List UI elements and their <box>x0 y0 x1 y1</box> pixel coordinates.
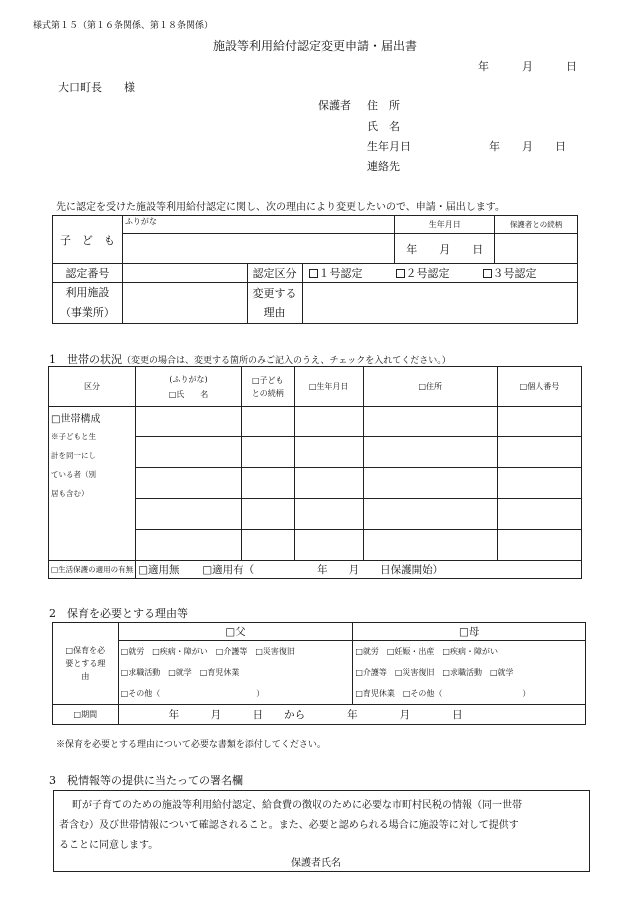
mother-reasons-row1[interactable]: □就労 □妊娠・出産 □疾病・障がい <box>353 641 586 662</box>
member-cell[interactable] <box>294 530 363 561</box>
care-reason-table <box>52 622 586 725</box>
period-label[interactable]: □期間 <box>53 705 119 725</box>
guardian-contact-label: 連絡先 <box>367 160 400 173</box>
cert-type-3-checkbox[interactable]: ３号認定 <box>483 267 537 280</box>
child-birth-date: 年 月 日 <box>406 242 484 256</box>
section2-footnote: ※保育を必要とする理由について必要な書類を添付してください。 <box>56 740 326 750</box>
member-cell[interactable] <box>363 468 497 499</box>
member-cell[interactable] <box>497 530 581 561</box>
guardian-birth-date: 年 月 日 <box>489 140 566 153</box>
guardian-birth-label: 生年月日 <box>367 140 411 153</box>
cert-type-options <box>302 264 577 283</box>
signature-label[interactable]: 保護者氏名 <box>291 858 341 869</box>
date-line: 年 月 日 <box>478 60 577 73</box>
cert-type-2-checkbox[interactable]: ２号認定 <box>396 267 450 280</box>
member-cell[interactable] <box>294 407 363 437</box>
welfare-label[interactable]: □生活保護の適用の有無 <box>49 561 136 579</box>
signature-box <box>53 790 590 872</box>
cert-no-field[interactable] <box>122 264 247 283</box>
child-birth-field[interactable] <box>395 234 495 264</box>
cert-type-label: 認定区分 <box>247 264 302 283</box>
welfare-yes-checkbox[interactable]: □適用有（ 年 月 日保護開始） <box>202 564 444 576</box>
welfare-none-checkbox[interactable]: □適用無 <box>138 564 180 576</box>
period-field[interactable]: 年 月 日 から 年 月 日 <box>118 705 585 725</box>
cert-type-1-checkbox[interactable]: １号認定 <box>309 267 363 280</box>
member-cell[interactable] <box>497 407 581 437</box>
father-reasons-row1[interactable]: □就労 □疾病・障がい □介護等 □災害復旧 <box>118 641 353 662</box>
member-cell[interactable] <box>497 468 581 499</box>
father-reasons-row2[interactable]: □求職活動 □就学 □育児休業 <box>118 662 353 683</box>
member-cell[interactable] <box>241 407 294 437</box>
member-cell[interactable] <box>136 407 242 437</box>
consent-line-1: 町が子育てのための施設等利用給付認定、給食費の徴収のために必要な市町村民税の情報（同一世帯 <box>72 800 522 811</box>
guardian-label: 保護者 <box>318 99 351 112</box>
member-cell[interactable] <box>136 530 242 561</box>
member-cell[interactable] <box>136 437 242 468</box>
child-table <box>52 215 578 324</box>
father-reasons-row3[interactable]: □その他（ ） <box>118 683 353 705</box>
member-cell[interactable] <box>136 499 242 530</box>
member-cell[interactable] <box>294 468 363 499</box>
section3-title: 3 税情報等の提供に当たっての署名欄 <box>49 774 243 787</box>
section1-title: 1 世帯の状況（変更の場合は、変更する箇所のみご記入のうえ、チェックを入れてください。） <box>49 353 451 366</box>
facility-label: 利用施設 （事業所） <box>53 283 123 324</box>
member-cell[interactable] <box>363 499 497 530</box>
member-cell[interactable] <box>363 437 497 468</box>
child-relation-header: 保護者との続柄 <box>495 216 578 234</box>
child-birth-header: 生年月日 <box>395 216 495 234</box>
consent-line-2: 者含む）及び世帯情報について確認されること。また、必要と認められる場合に施設等に対して提供す <box>59 820 519 831</box>
child-label: 子 ど も <box>53 216 123 264</box>
col-birth[interactable]: □生年月日 <box>294 367 363 407</box>
cert-no-label: 認定番号 <box>53 264 123 283</box>
mother-checkbox[interactable]: □母 <box>353 623 586 641</box>
guardian-name-label: 氏 名 <box>367 120 400 133</box>
child-name-field[interactable] <box>122 234 394 264</box>
member-cell[interactable] <box>363 530 497 561</box>
member-cell[interactable] <box>294 499 363 530</box>
furigana-label: ふりがな <box>124 217 157 226</box>
member-cell[interactable] <box>136 468 242 499</box>
member-cell[interactable] <box>241 499 294 530</box>
facility-field[interactable] <box>122 283 247 324</box>
member-cell[interactable] <box>497 437 581 468</box>
col-name[interactable]: (ふりがな) □氏 名 <box>136 367 242 407</box>
col-address[interactable]: □住所 <box>363 367 497 407</box>
change-reason-label: 変更する 理由 <box>247 283 302 324</box>
col-kubun: 区分 <box>49 367 136 407</box>
household-table <box>48 366 582 579</box>
member-cell[interactable] <box>241 437 294 468</box>
care-reason-label[interactable]: □保育を必 要とする理 由 <box>53 623 119 705</box>
child-relation-field[interactable] <box>495 234 578 264</box>
section2-title: 2 保育を必要とする理由等 <box>49 607 188 620</box>
page-title: 施設等利用給付認定変更申請・届出書 <box>212 39 417 53</box>
change-reason-field[interactable] <box>302 283 577 324</box>
addressee: 大口町長 様 <box>58 81 135 94</box>
form-number: 様式第１５（第１６条関係、第１８条関係） <box>33 21 214 31</box>
member-cell[interactable] <box>241 530 294 561</box>
child-furigana-cell[interactable] <box>122 216 394 234</box>
col-relation[interactable]: □子ども との続柄 <box>241 367 294 407</box>
member-cell[interactable] <box>294 437 363 468</box>
member-cell[interactable] <box>241 468 294 499</box>
mother-reasons-row2[interactable]: □介護等 □災害復旧 □求職活動 □就学 <box>353 662 586 683</box>
mother-reasons-row3[interactable]: □育児休業 □その他（ ） <box>353 683 586 705</box>
col-mynumber[interactable]: □個人番号 <box>497 367 581 407</box>
member-cell[interactable] <box>363 407 497 437</box>
welfare-options <box>136 561 582 579</box>
household-composition[interactable]: □世帯構成 ※子どもと生 計を同一にし ている者（別 居も含む） <box>49 407 136 561</box>
father-checkbox[interactable]: □父 <box>118 623 353 641</box>
consent-line-3: ることに同意します。 <box>59 840 159 851</box>
intro-text: 先に認定を受けた施設等利用給付認定に関し、次の理由により変更したいので、申請・届出します。 <box>56 202 505 213</box>
guardian-address-label: 住 所 <box>367 99 400 112</box>
member-cell[interactable] <box>497 499 581 530</box>
